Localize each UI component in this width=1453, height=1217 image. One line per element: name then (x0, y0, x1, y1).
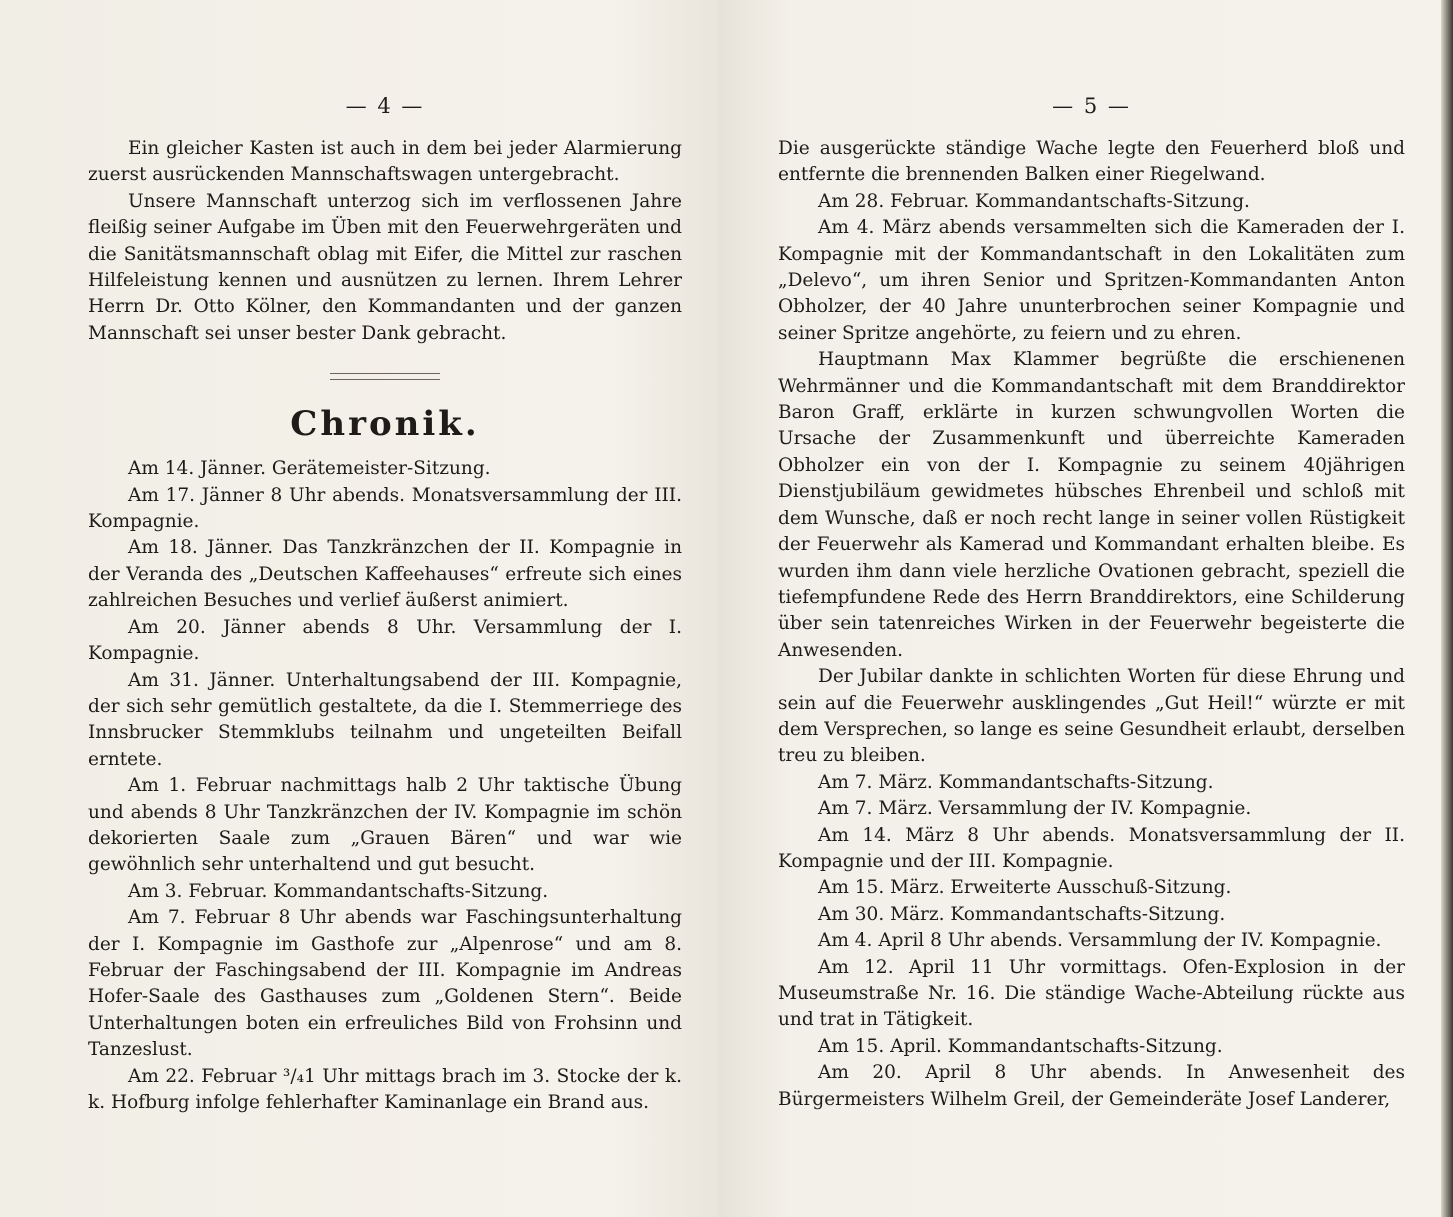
paragraph: Am 7. März. Kommandantschafts-Sitzung. (818, 771, 1214, 793)
paragraph: Am 14. März 8 Uhr abends. Monatsversammlung der II. Kompagnie und der III. Kompagnie. (778, 824, 1405, 872)
paragraph: Am 7. Februar 8 Uhr abends war Faschingsunterhaltung der I. Kompagnie im Gasthofe zur „Alpenrose“ und am 8. Februar der Faschingsabend der III. Kompagnie im Andreas Hofer-Saale des Gasthauses zum „Goldenen Stern“. Beide Unterhaltungen boten ein erfreuliches Bild von Frohsinn und Tanzeslust. (88, 907, 682, 1061)
page-number: — 4 — (345, 94, 425, 118)
paragraph: Die ausgerückte ständige Wache legte den Feuerherd bloß und entfernte die brennenden Balken einer Riegelwand. (778, 138, 1405, 186)
section-heading: Chronik. (290, 404, 480, 445)
paragraph: Unsere Mannschaft unterzog sich im verflossenen Jahre fleißig seiner Aufgabe im Üben mit den Feuerwehrgeräten und die Sanitätsmannschaft oblag mit Eifer, die Mittel zur raschen Hilfeleistung kennen und ausnützen zu lernen. Ihrem Lehrer Herrn Dr. Otto Kölner, den Kommandanten und der ganzen Mannschaft sei unser bester Dank gebracht. (88, 190, 682, 344)
paragraph: Am 28. Februar. Kommandantschafts-Sitzung. (818, 190, 1250, 212)
left-page (0, 0, 718, 1217)
paragraph: Am 15. März. Erweiterte Ausschuß-Sitzung. (818, 877, 1232, 899)
paragraph: Am 20. Jänner abends 8 Uhr. Versammlung der I. Kompagnie. (88, 616, 682, 665)
paragraph: Am 12. April 11 Uhr vormittags. Ofen-Explosion in der Museumstraße Nr. 16. Die ständige Wache-Abteilung rückte aus und trat in Tätigkeit. (778, 956, 1405, 1031)
left-text-top (88, 136, 682, 347)
paragraph: Am 20. April 8 Uhr abends. In Anwesenheit des Bürgermeisters Wilhelm Greil, der Gemeinderäte Josef Landerer, (778, 1062, 1405, 1110)
paragraph: Am 31. Jänner. Unterhaltungsabend der III. Kompagnie, der sich sehr gemütlich gestaltete, da die I. Stemmerriege des Innsbrucker Stemmklubs teilnahm und ungeteilten Beifall erntete. (88, 669, 682, 770)
paragraph: Am 4. April 8 Uhr abends. Versammlung der IV. Kompagnie. (818, 930, 1382, 952)
page-number: — 5 — (1052, 94, 1131, 118)
paragraph: Der Jubilar dankte in schlichten Worten für diese Ehrung und sein auf die Feuerwehr ausklingendes „Gut Heil!“ würzte er mit dem Versprechen, so lange es seine Gesundheit erlaubt, derselben treu zu bleiben. (778, 666, 1405, 767)
chronik-text (88, 456, 682, 1116)
right-text (778, 136, 1405, 1113)
paragraph: Am 22. Februar ³/₄1 Uhr mittags brach im 3. Stocke der k. k. Hofburg infolge fehlerhafter Kaminanlage ein Brand aus. (88, 1065, 682, 1113)
paragraph: Am 18. Jänner. Das Tanzkränzchen der II. Kompagnie in der Veranda des „Deutschen Kaffeehauses“ erfreute sich eines zahlreichen Besuches und verlief äußerst animiert. (88, 537, 682, 612)
paragraph: Am 3. Februar. Kommandantschafts-Sitzung. (128, 880, 549, 902)
page-edge (1441, 0, 1453, 1217)
paragraph: Am 30. März. Kommandantschafts-Sitzung. (818, 903, 1226, 925)
paragraph: Am 7. März. Versammlung der IV. Kompagnie. (818, 798, 1252, 820)
divider-rule (330, 373, 440, 380)
paragraph: Am 15. April. Kommandantschafts-Sitzung. (818, 1035, 1223, 1057)
paragraph: Am 1. Februar nachmittags halb 2 Uhr taktische Übung und abends 8 Uhr Tanzkränzchen der IV. Kompagnie im schön dekorierten Saale zum „Grauen Bären“ und war wie gewöhnlich sehr unterhaltend und gut besucht. (88, 775, 682, 876)
paragraph: Hauptmann Max Klammer begrüßte die erschienenen Wehrmänner und die Kommandantschaft mit dem Branddirektor Baron Graff, erklärte in kurzen schwungvollen Worten die Ursache der Zusammenkunft und überreichte Kameraden Obholzer ein von der I. Kompagnie zu seinem 40jährigen Dienstjubiläum gewidmetes hübsches Ehrenbeil und schloß mit dem Wunsche, daß er noch recht lange in seiner vollen Rüstigkeit der Feuerwehr als Kamerad und Kommandant erhalten bleibe. Es wurden ihm dann viele herzliche Ovationen gebracht, speziell die tiefempfundene Rede des Herrn Branddirektors, eine Schilderung über sein tatenreiches Wirken in der Feuerwehr begeisterte die Anwesenden. (778, 349, 1405, 661)
paragraph: Am 14. Jänner. Gerätemeister-Sitzung. (128, 458, 491, 480)
paragraph: Ein gleicher Kasten ist auch in dem bei jeder Alarmierung zuerst ausrückenden Mannschaftswagen untergebracht. (88, 138, 682, 186)
paragraph: Am 4. März abends versammelten sich die Kameraden der I. Kompagnie mit der Kommandantschaft in den Lokalitäten zum „Delevo“, um ihren Senior und Spritzen-Kommandanten Anton Obholzer, der 40 Jahre ununterbrochen seiner Kompagnie und seiner Spritze angehörte, zu feiern und zu ehren. (778, 217, 1405, 344)
right-page (718, 0, 1441, 1217)
paragraph: Am 17. Jänner 8 Uhr abends. Monatsversammlung der III. Kompagnie. (88, 484, 682, 533)
